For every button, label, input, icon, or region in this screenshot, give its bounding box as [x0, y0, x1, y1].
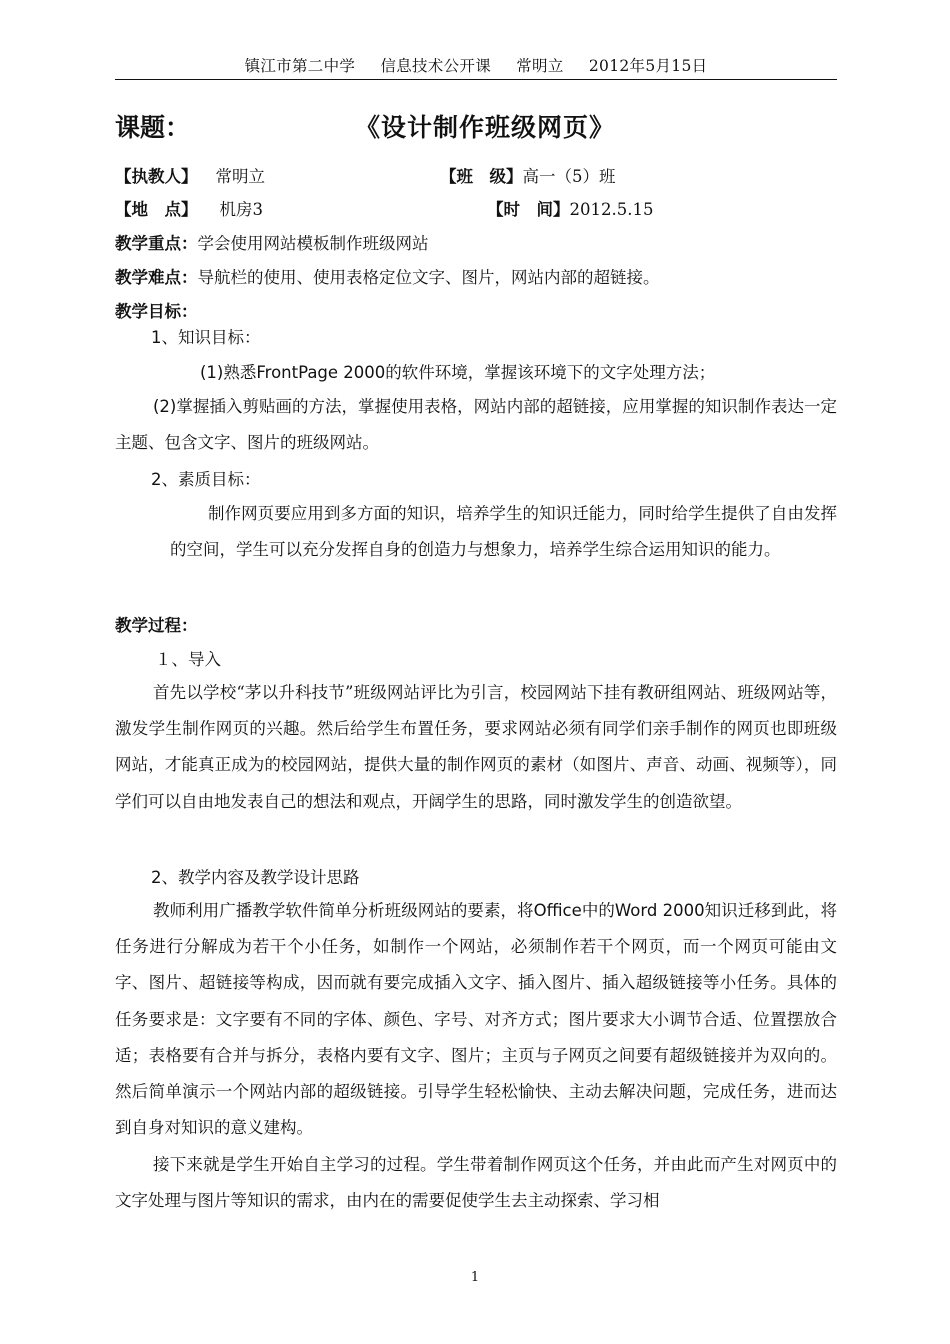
difficulty-label: 教学难点： [115, 268, 198, 287]
key-point-label: 教学重点： [115, 234, 198, 253]
class-label: 【班 级】 [440, 167, 523, 186]
info-class [440, 163, 616, 187]
knowledge-item-2: (2)掌握插入剪贴画的方法，掌握使用表格，网站内部的超链接，应用掌握的知识制作表达一定主题、包含文字、图片的班级网站。 [115, 397, 837, 453]
content-heading: 2、教学内容及教学设计思路 [151, 868, 360, 887]
knowledge-heading: 1、知识目标： [151, 328, 261, 347]
title-row [115, 108, 837, 148]
intro-text: 首先以学校“茅以升科技节”班级网站评比为引言，校园网站下挂有教研组网站、班级网站等，激发学生制作网页的兴趣。然后给学生布置任务，要求网站必须有同学们亲手制作的网页也即班级网站，才能真正成为的校园网站，提供大量的制作网页的素材（如图片、声音、动画、视频等），同学们可以自由地发表自己的想法和观点，开阔学生的思路，同时激发学生的创造欲望。 [115, 683, 837, 811]
quality-text: 制作网页要应用到多方面的知识，培养学生的知识迁能力，同时给学生提供了自由发挥的空间，学生可以充分发挥自身的创造力与想象力，培养学生综合运用知识的能力。 [170, 504, 837, 560]
page-number: 1 [470, 1270, 480, 1285]
header-date: 2012年5月15日 [588, 57, 708, 75]
info-teacher [115, 163, 265, 187]
page-header [115, 54, 837, 76]
place-label: 【地 点】 [115, 200, 198, 219]
header-course: 信息技术公开课 [380, 57, 492, 75]
time-label: 【时 间】 [487, 200, 570, 219]
process-label: 教学过程： [115, 616, 198, 635]
page-title: 《设计制作班级网页》 [355, 113, 616, 142]
header-school: 镇江市第二中学 [244, 57, 356, 75]
info-time [487, 196, 653, 220]
info-place [115, 196, 263, 220]
quality-heading: 2、素质目标： [151, 470, 261, 489]
content-text-1: 教师利用广播教学软件简单分析班级网站的要素，将Office中的Word 2000知识迁移到此，将任务进行分解成为若干个小任务，如制作一个网站，必须制作若干个网页，而一个网页可能由文字、图片、超链接等构成，因而就有要完成插入文字、插入图片、插入超级链接等小任务。具体的任务要求是：文字要有不同的字体、颜色、字号、对齐方式；图片要求大小调节合适、位置摆放合适；表格要有合并与拆分，表格内要有文字、图片；主页与子网页之间要有超级链接并为双向的。然后简单演示一个网站内部的超级链接。引导学生轻松愉快、主动去解决问题，完成任务，进而达到自身对知识的意义建构。 [115, 901, 837, 1138]
intro-heading: １、导入 [155, 650, 221, 669]
title-label: 课题： [115, 113, 191, 142]
difficulty [115, 264, 660, 288]
time-value: 2012.5.15 [569, 200, 654, 219]
teacher-label: 【执教人】 [115, 167, 198, 186]
key-point-text: 学会使用网站模板制作班级网站 [197, 234, 429, 253]
class-value: 高一（5）班 [522, 167, 616, 186]
knowledge-item-1: (1)熟悉FrontPage 2000的软件环境，掌握该环境下的文字处理方法； [200, 363, 716, 382]
header-rule [115, 79, 837, 80]
header-teacher: 常明立 [516, 57, 564, 75]
content-text-2: 接下来就是学生开始自主学习的过程。学生带着制作网页这个任务，并由此而产生对网页中的文字处理与图片等知识的需求，由内在的需要促使学生去主动探索、学习相 [115, 1155, 837, 1211]
difficulty-text: 导航栏的使用、使用表格定位文字、图片，网站内部的超链接。 [197, 268, 660, 287]
key-point [115, 230, 429, 254]
objectives-label: 教学目标： [115, 302, 198, 321]
teacher-value: 常明立 [215, 167, 265, 186]
place-value: 机房3 [219, 200, 263, 219]
